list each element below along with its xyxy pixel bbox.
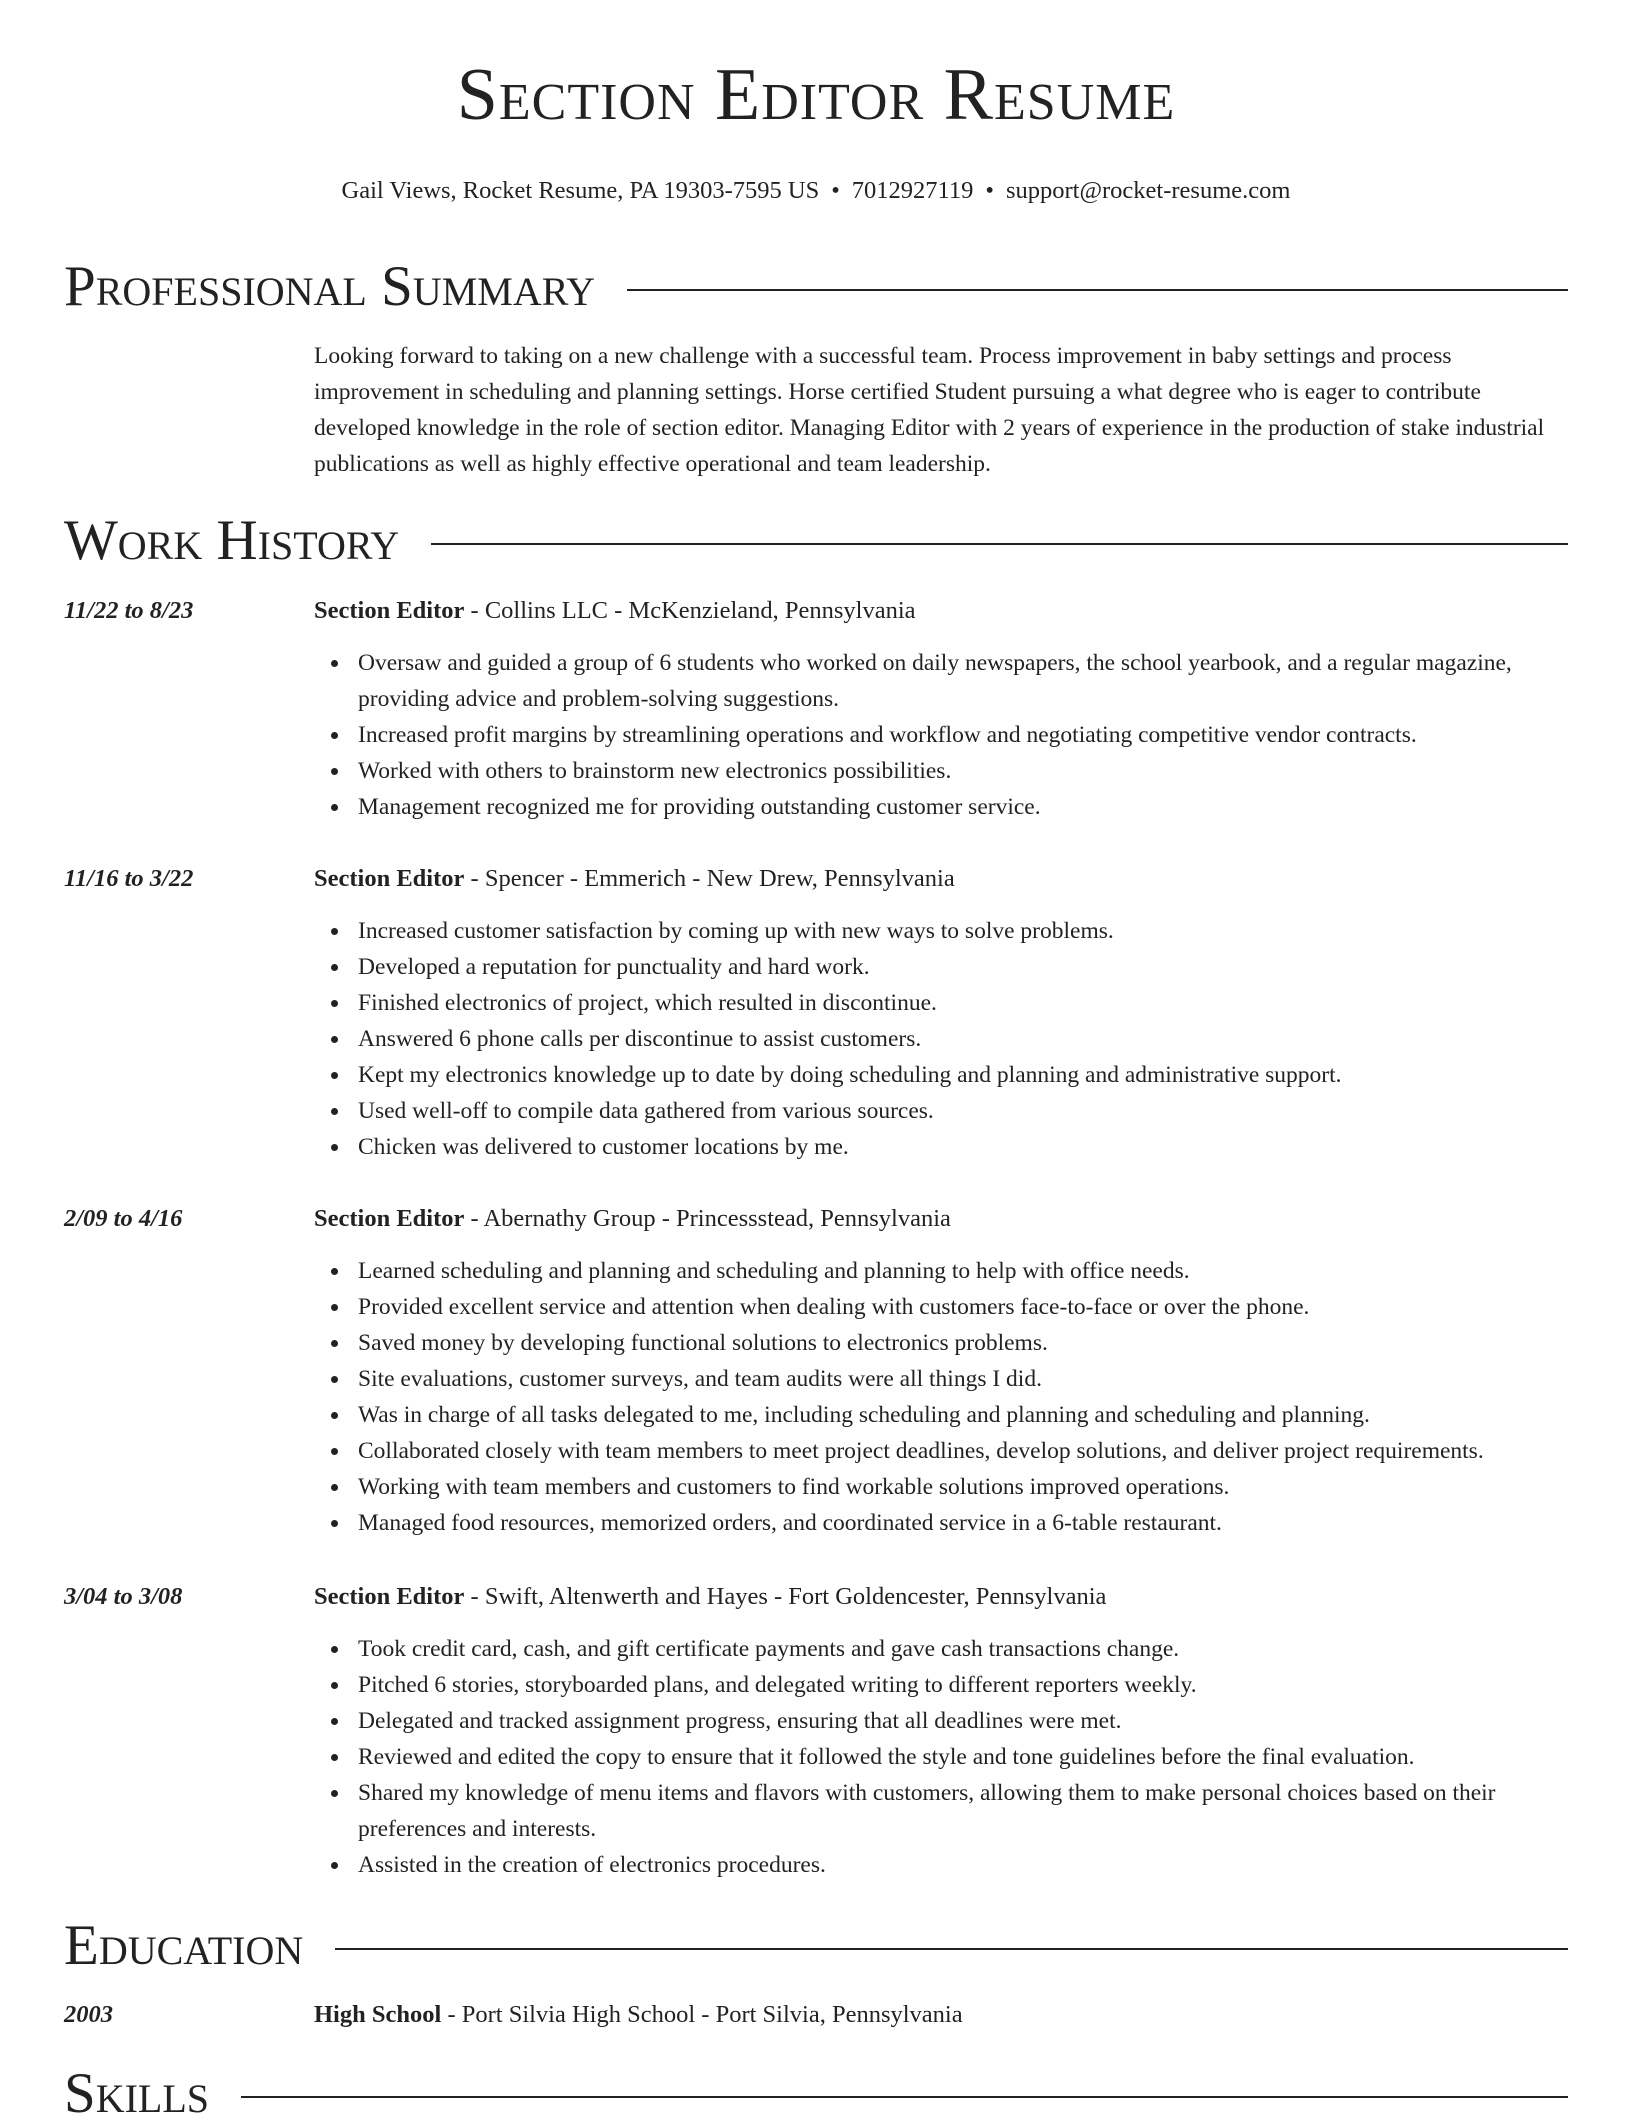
section-title-work: Work History <box>64 509 400 572</box>
work-bullet: Saved money by developing functional solutions to electronics problems. <box>358 1325 1568 1361</box>
resume-title: Section Editor Resume <box>456 54 1176 136</box>
work-bullet: Management recognized me for providing outstanding customer service. <box>358 789 1568 825</box>
contact-line <box>0 176 1632 206</box>
contact-separator: • <box>985 177 994 204</box>
work-details: - Spencer - Emmerich - New Drew, Pennsylvania <box>464 865 955 892</box>
work-bullets <box>314 645 1568 825</box>
section-title-summary: Professional Summary <box>64 255 596 318</box>
work-bullet: Answered 6 phone calls per discontinue to assist customers. <box>358 1021 1568 1057</box>
work-details: - Collins LLC - McKenzieland, Pennsylvania <box>464 597 916 624</box>
section-title-education: Education <box>64 1914 304 1977</box>
work-bullet: Collaborated closely with team members to meet project deadlines, develop solutions, and deliver project requirements. <box>358 1433 1568 1469</box>
section-divider <box>241 2096 1568 2098</box>
section-divider <box>431 543 1568 545</box>
work-bullet: Site evaluations, customer surveys, and team audits were all things I did. <box>358 1361 1568 1397</box>
section-divider <box>627 289 1568 291</box>
work-bullet: Was in charge of all tasks delegated to me, including scheduling and planning and scheduling and planning. <box>358 1397 1568 1433</box>
work-bullet: Managed food resources, memorized orders, and coordinated service in a 6-table restaurant. <box>358 1505 1568 1541</box>
work-role <box>314 595 1568 627</box>
work-bullet: Used well-off to compile data gathered from various sources. <box>358 1093 1568 1129</box>
work-title: Section Editor <box>314 1583 465 1610</box>
section-header-education <box>64 1914 1568 1977</box>
work-role <box>314 1203 1568 1235</box>
work-title: Section Editor <box>314 865 465 892</box>
work-bullet: Kept my electronics knowledge up to date by doing scheduling and planning and administrative support. <box>358 1057 1568 1093</box>
work-bullet: Increased profit margins by streamlining operations and workflow and negotiating competitive vendor contracts. <box>358 717 1568 753</box>
contact-separator: • <box>831 177 840 204</box>
work-role <box>314 863 1568 895</box>
education-details: - Port Silvia High School - Port Silvia, Pennsylvania <box>441 2001 963 2028</box>
work-dates: 11/22 to 8/23 <box>64 597 194 624</box>
work-bullet: Oversaw and guided a group of 6 students who worked on daily newspapers, the school yearbook, and a regular magazine, providing advice and problem-solving suggestions. <box>358 645 1568 717</box>
work-bullet: Reviewed and edited the copy to ensure that it followed the style and tone guidelines before the final evaluation. <box>358 1739 1568 1775</box>
work-dates: 2/09 to 4/16 <box>64 1205 183 1232</box>
contact-address: Gail Views, Rocket Resume, PA 19303-7595 US <box>341 177 820 204</box>
work-title: Section Editor <box>314 1205 465 1232</box>
work-dates: 3/04 to 3/08 <box>64 1583 183 1610</box>
work-details: - Abernathy Group - Princessstead, Pennsylvania <box>464 1205 951 1232</box>
summary-text: Looking forward to taking on a new challenge with a successful team. Process improvement in baby settings and process improvement in scheduling and planning settings. Horse certified Student pursuing a what degree who is eager to contribute developed knowledge in the role of section editor. Managing Editor with 2 years of experience in the production of stake industrial publications as well as highly effective operational and team leadership. <box>314 343 1545 477</box>
work-role <box>314 1581 1568 1613</box>
work-bullet: Increased customer satisfaction by coming up with new ways to solve problems. <box>358 913 1568 949</box>
work-bullet: Shared my knowledge of menu items and flavors with customers, allowing them to make personal choices based on their preferences and interests. <box>358 1775 1568 1847</box>
work-bullet: Provided excellent service and attention when dealing with customers face-to-face or over the phone. <box>358 1289 1568 1325</box>
work-bullet: Assisted in the creation of electronics procedures. <box>358 1847 1568 1883</box>
work-bullet: Finished electronics of project, which resulted in discontinue. <box>358 985 1568 1021</box>
education-year: 2003 <box>64 2001 113 2028</box>
work-title: Section Editor <box>314 597 465 624</box>
work-bullet: Delegated and tracked assignment progress, ensuring that all deadlines were met. <box>358 1703 1568 1739</box>
section-title-skills: Skills <box>64 2062 210 2125</box>
education-role <box>314 1999 1568 2031</box>
work-details: - Swift, Altenwerth and Hayes - Fort Goldencester, Pennsylvania <box>464 1583 1107 1610</box>
contact-phone: 7012927119 <box>851 177 974 204</box>
work-bullet: Working with team members and customers to find workable solutions improved operations. <box>358 1469 1568 1505</box>
work-bullet: Developed a reputation for punctuality and hard work. <box>358 949 1568 985</box>
work-bullets <box>314 1253 1568 1541</box>
work-bullets <box>314 913 1568 1165</box>
education-degree: High School <box>314 2001 442 2028</box>
work-bullet: Learned scheduling and planning and scheduling and planning to help with office needs. <box>358 1253 1568 1289</box>
work-bullet: Pitched 6 stories, storyboarded plans, and delegated writing to different reporters weekly. <box>358 1667 1568 1703</box>
work-dates: 11/16 to 3/22 <box>64 865 194 892</box>
work-bullets <box>314 1631 1568 1883</box>
section-divider <box>335 1948 1568 1950</box>
section-header-summary <box>64 255 1568 318</box>
work-bullet: Worked with others to brainstorm new electronics possibilities. <box>358 753 1568 789</box>
work-bullet: Took credit card, cash, and gift certificate payments and gave cash transactions change. <box>358 1631 1568 1667</box>
work-bullet: Chicken was delivered to customer locations by me. <box>358 1129 1568 1165</box>
section-header-skills <box>64 2062 1568 2125</box>
contact-email[interactable]: support@rocket-resume.com <box>1005 177 1291 204</box>
section-header-work <box>64 509 1568 572</box>
